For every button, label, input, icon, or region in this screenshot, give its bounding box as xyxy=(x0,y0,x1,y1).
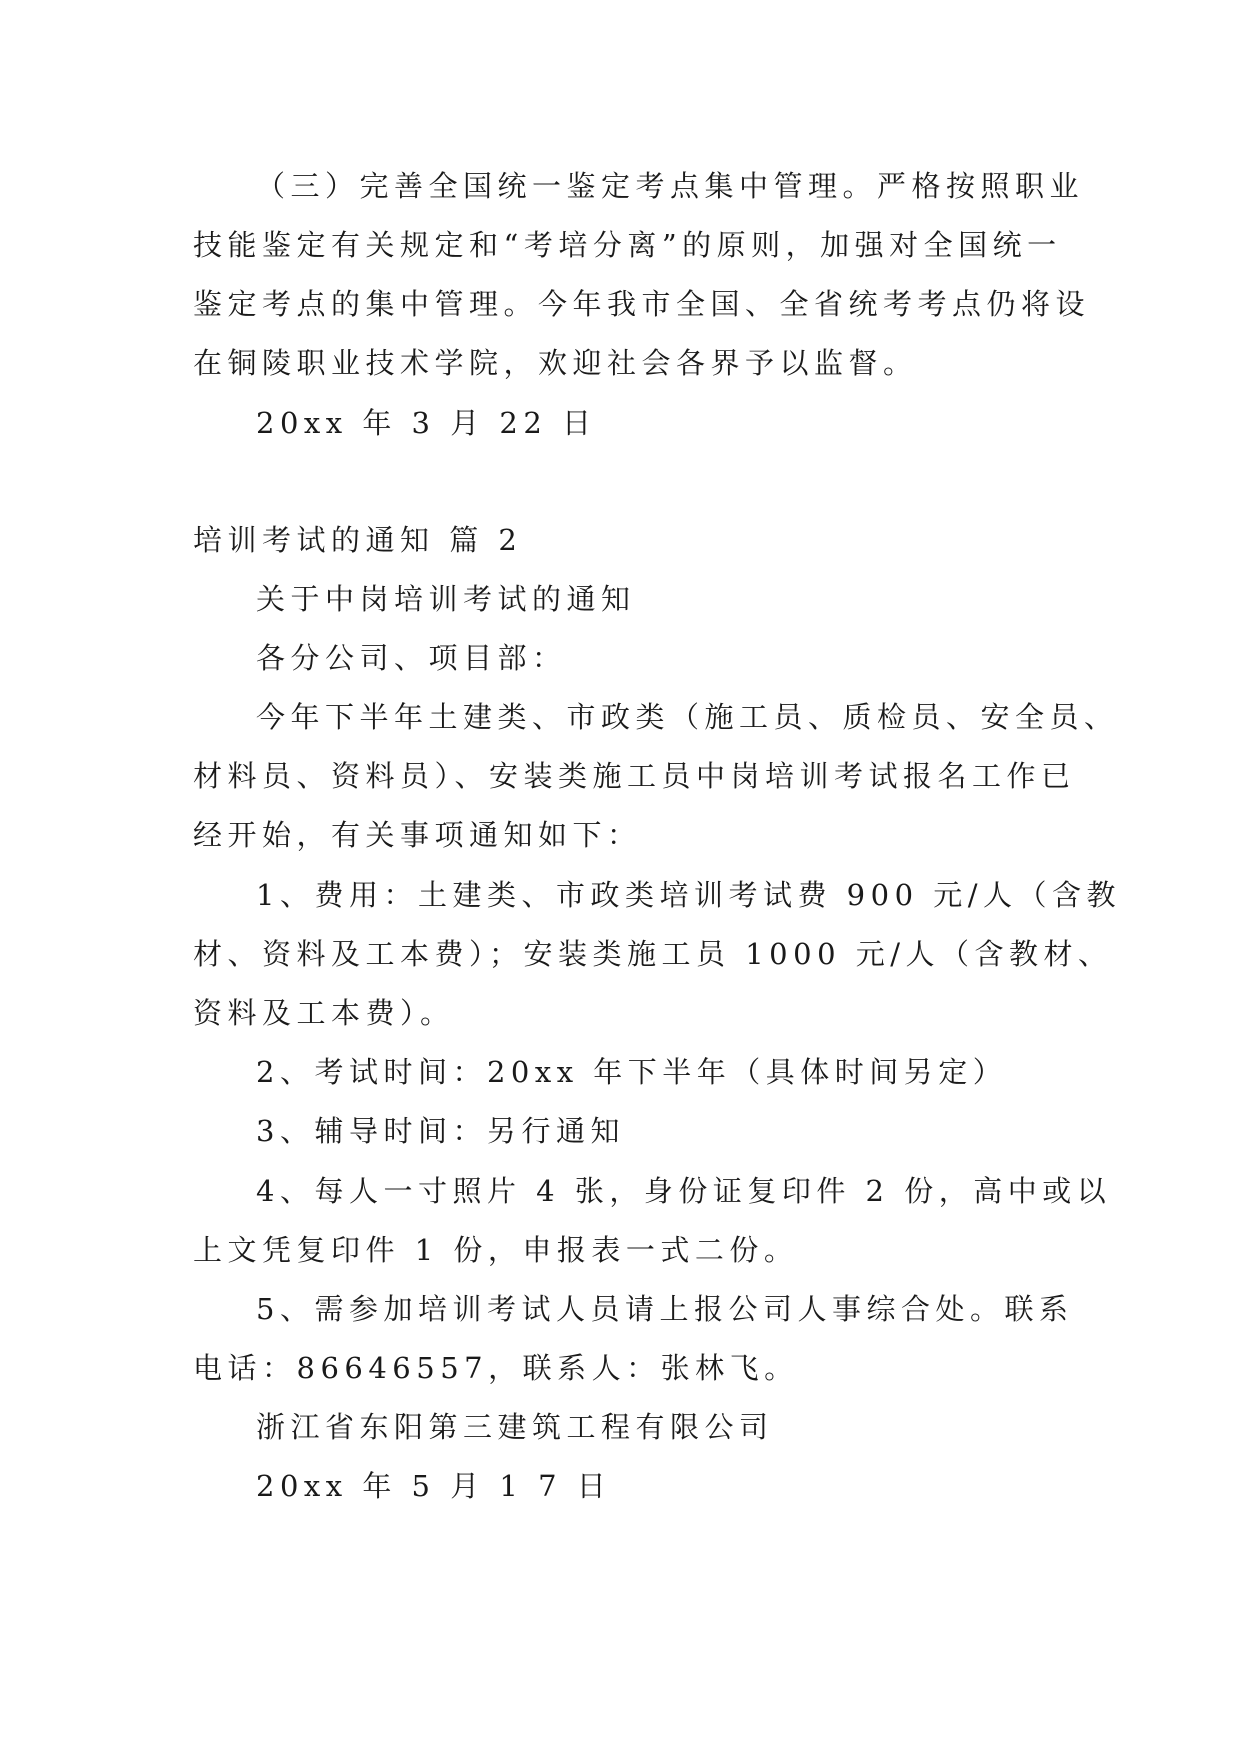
list-item-line: 4、每人一寸照片 4 张，身份证复印件 2 份，高中或以 xyxy=(256,1174,1112,1208)
paragraph-line: 鉴定考点的集中管理。今年我市全国、全省统考考点仍将设 xyxy=(193,287,1091,321)
date-line: 20xx 年 5 月 1 7 日 xyxy=(256,1469,612,1503)
date-line: 20xx 年 3 月 22 日 xyxy=(256,406,597,440)
paragraph-line: 经开始，有关事项通知如下： xyxy=(193,818,642,852)
list-item-line: 上文凭复印件 1 份，申报表一式二份。 xyxy=(193,1233,799,1267)
paragraph-line: 在铜陵职业技术学院，欢迎社会各界予以监督。 xyxy=(193,346,918,380)
list-item-line: 3、辅导时间：另行通知 xyxy=(256,1114,625,1148)
paragraph-line: 今年下半年土建类、市政类（施工员、质检员、安全员、 xyxy=(256,700,1119,734)
list-item-line: 材、资料及工本费）；安装类施工员 1000 元/人（含教材、 xyxy=(193,937,1113,971)
section-heading: 培训考试的通知 篇 2 xyxy=(193,523,523,557)
paragraph-line: （三）完善全国统一鉴定考点集中管理。严格按照职业 xyxy=(256,169,1085,203)
list-item-line: 1、费用：土建类、市政类培训考试费 900 元/人（含教 xyxy=(256,878,1122,912)
list-item-line: 电话：86646557，联系人：张林飞。 xyxy=(193,1351,799,1385)
list-item-line: 5、需参加培训考试人员请上报公司人事综合处。联系 xyxy=(256,1292,1074,1326)
list-item-line: 资料及工本费）。 xyxy=(193,996,455,1030)
list-item-line: 2、考试时间：20xx 年下半年（具体时间另定） xyxy=(256,1055,1008,1089)
paragraph-line: 技能鉴定有关规定和“考培分离”的原则，加强对全国统一 xyxy=(193,228,1062,262)
signature-company: 浙江省东阳第三建筑工程有限公司 xyxy=(256,1410,774,1444)
paragraph-line: 材料员、资料员）、安装类施工员中岗培训考试报名工作已 xyxy=(193,759,1076,793)
salutation: 各分公司、项目部： xyxy=(256,641,567,675)
notice-title: 关于中岗培训考试的通知 xyxy=(256,582,636,616)
